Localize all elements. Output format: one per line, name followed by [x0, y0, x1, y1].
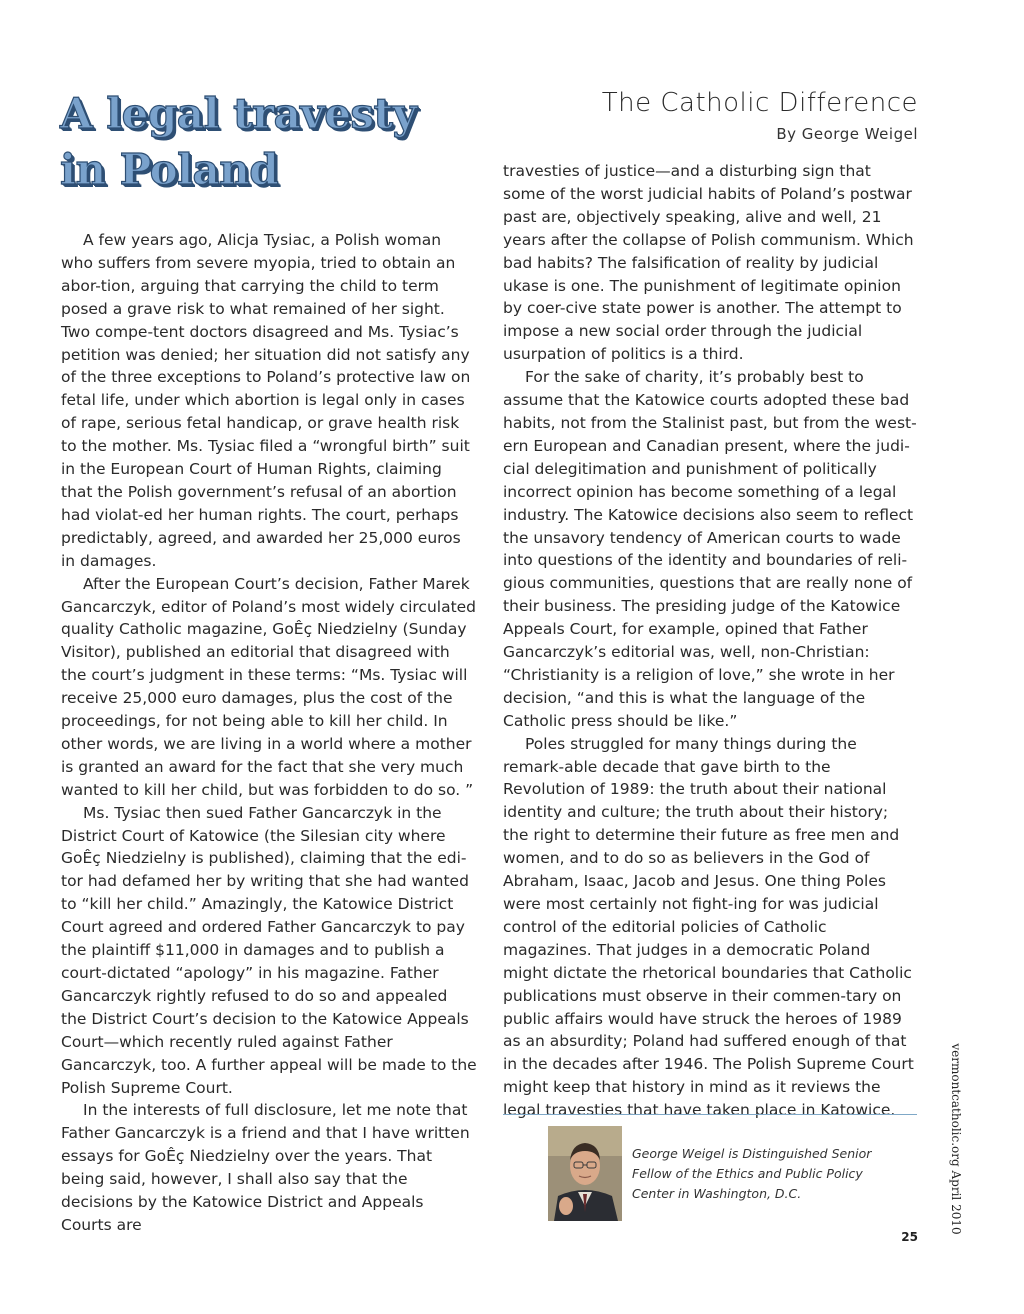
paragraph: In the interests of full disclosure, let me note that Father Gancarczyk is a friend and that I have written essays for GoÊç Niedzielny over the years. That being said, however, I shall also say that the decisions by the Katowice District and Appeals Courts are: [61, 1101, 470, 1234]
paragraph: A few years ago, Alicja Tysiac, a Polish woman who suffers from severe myopia, tried to obtain an abor-tion, arguing that carrying the child to term posed a grave risk to what remained of her sight. Two compe-tent doctors disagreed and Ms. Tysiac’s petition was denied; her situation did not satisfy any of the three exceptions to Poland’s protective law on fetal life, under which abortion is legal only in cases of rape, serious fetal handicap, or grave health risk to the mother. Ms. Tysiac filed a “wrongful birth” suit in the European Court of Human Rights, claiming that the Polish government’s refusal of an abortion had violat-ed her human rights. The court, perhaps predictably, agreed, and awarded her 25,000 euros in damages.: [61, 231, 471, 570]
headline: [60, 86, 480, 198]
page-number: 25: [901, 1230, 918, 1244]
paragraph: After the European Court’s decision, Father Marek Gancarczyk, editor of Poland’s most widely circulated quality Catholic magazine, GoÊç Niedzielny (Sunday Visitor), published an editorial that disagreed with the court’s judgment in these terms: “Ms. Tysiac will receive 25,000 euro damages, plus the cost of the proceedings, for not being able to kill her child. In other words, we are living in a world where a mother is granted an award for the fact that she very much wanted to kill her child, but was forbidden to do so. ”: [61, 574, 477, 799]
author-bio: George Weigel is Distinguished Senior Fellow of the Ethics and Public Policy Center in Washington, D.C.: [632, 1146, 872, 1201]
vertical-folio: [947, 1043, 965, 1235]
author-photo: [548, 1126, 622, 1221]
paragraph: Ms. Tysiac then sued Father Gancarczyk in the District Court of Katowice (the Silesian city where GoÊç Niedzielny is published), claiming that the edi-tor had defamed her by writing that she had wanted to “kill her child.” Amazingly, the Katowice District Court agreed and ordered Father Gancarczyk to pay the plaintiff $11,000 in damages and to publish a court-dictated “apology” in his magazine. Father Gancarczyk rightly refused to do so and appealed the District Court’s decision to the Katowice Appeals Court—which recently ruled against Father Gancarczyk, too. A further appeal will be made to the Polish Supreme Court.: [61, 803, 477, 1097]
folio-text: vermontcatholic.org April 2010: [949, 1043, 963, 1235]
paragraph: For the sake of charity, it’s probably best to assume that the Katowice courts adopted these bad habits, not from the Stalinist past, but from the west-ern European and Canadian present, where the judi-cial delegitimation and punishment of politically incorrect opinion has become something of a legal industry. The Katowice decisions also seem to reflect the unsavory tendency of American courts to wade into questions of the identity and boundaries of reli-gious communities, questions that are really none of their business. The presiding judge of the Katowice Appeals Court, for example, opined that Father Gancarczyk’s editorial was, well, non-Christian: “Christianity is a religion of love,” she wrote in her decision, “and this is what the language of the Catholic press should be like.”: [503, 368, 917, 730]
byline: By George Weigel: [776, 125, 918, 143]
paragraph: travesties of justice—and a disturbing sign that some of the worst judicial habits of Poland’s postwar past are, objectively speaking, alive and well, 21 years after the collapse of Polish communism. Which bad habits? The falsification of reality by judicial ukase is one. The punishment of legitimate opinion by coer-cive state power is another. The attempt to impose a new social order through the judicial usurpation of politics is a third.: [503, 162, 914, 364]
left-column: [61, 229, 477, 1237]
headline-line-2: in Poland: [60, 145, 279, 194]
column-title: The Catholic Difference: [601, 88, 918, 118]
headline-line-1: A legal travesty: [60, 89, 417, 138]
bio-divider: [503, 1114, 917, 1115]
right-column: [503, 160, 917, 1122]
paragraph: Poles struggled for many things during the remark-able decade that gave birth to the Revolution of 1989: the truth about their national identity and culture; the truth about their history; the right to determine their future as free men and women, and to do so as believers in the God of Abraham, Isaac, Jacob and Jesus. One thing Poles were most certainly not fight-ing for was judicial control of the editorial policies of Catholic magazines. That judges in a democratic Poland might dictate the rhetorical boundaries that Catholic publications must observe in their commen-tary on public affairs would have struck the heroes of 1989 as an absurdity; Poland had suffered enough of that in the decades after 1946. The Polish Supreme Court might keep that history in mind as it reviews the legal travesties that have taken place in Katowice.: [503, 734, 914, 1120]
